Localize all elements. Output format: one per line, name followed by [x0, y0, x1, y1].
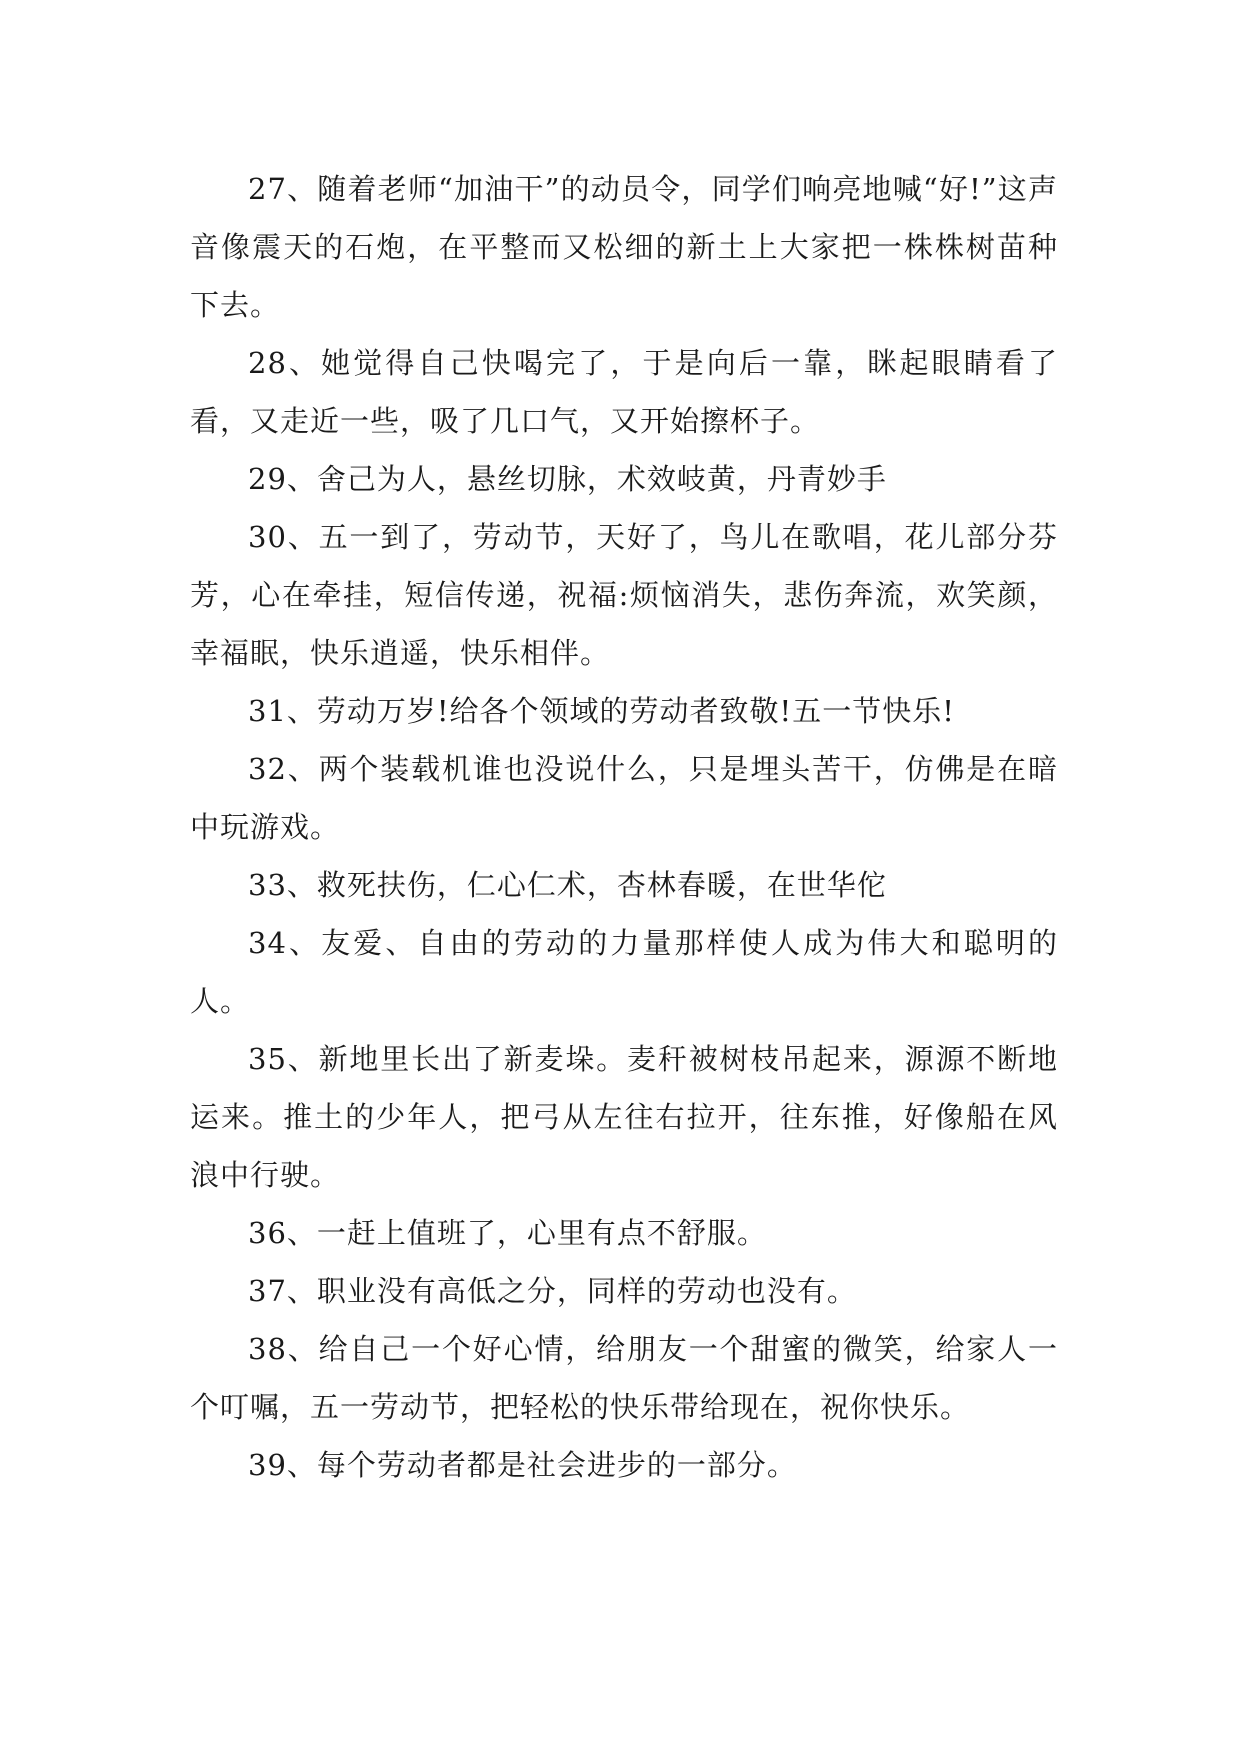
paragraph-30: 30、五一到了，劳动节，天好了，鸟儿在歌唱，花儿部分芬芳，心在牵挂，短信传递，祝福:烦恼消失，悲伤奔流，欢笑颜，幸福眠，快乐逍遥，快乐相伴。 [190, 520, 1058, 670]
paragraph-27: 27、随着老师“加油干”的动员令，同学们响亮地喊“好!”这声音像震天的石炮，在平整而又松细的新土上大家把一株株树苗种下去。 [190, 172, 1058, 322]
paragraph-35: 35、新地里长出了新麦垛。麦秆被树枝吊起来，源源不断地运来。推土的少年人，把弓从左往右拉开，往东推，好像船在风浪中行驶。 [190, 1042, 1058, 1192]
paragraph-39: 39、每个劳动者都是社会进步的一部分。 [248, 1448, 797, 1482]
paragraph-36: 36、一赶上值班了，心里有点不舒服。 [248, 1216, 767, 1250]
paragraph-32: 32、两个装载机谁也没说什么，只是埋头苦干，仿佛是在暗中玩游戏。 [190, 752, 1058, 844]
paragraph-33: 33、救死扶伤，仁心仁术，杏林春暖，在世华佗 [248, 868, 887, 902]
paragraph-37: 37、职业没有高低之分，同样的劳动也没有。 [248, 1274, 857, 1308]
paragraph-29: 29、舍己为人，悬丝切脉，术效岐黄，丹青妙手 [248, 462, 887, 496]
paragraph-31: 31、劳动万岁!给各个领域的劳动者致敬!五一节快乐! [248, 694, 955, 728]
paragraph-34: 34、友爱、自由的劳动的力量那样使人成为伟大和聪明的人。 [190, 926, 1058, 1018]
paragraph-38: 38、给自己一个好心情，给朋友一个甜蜜的微笑，给家人一个叮嘱，五一劳动节，把轻松的快乐带给现在，祝你快乐。 [190, 1332, 1058, 1424]
paragraph-28: 28、她觉得自己快喝完了，于是向后一靠，眯起眼睛看了看，又走近一些，吸了几口气，又开始擦杯子。 [190, 346, 1058, 438]
document-page [190, 160, 1058, 1494]
